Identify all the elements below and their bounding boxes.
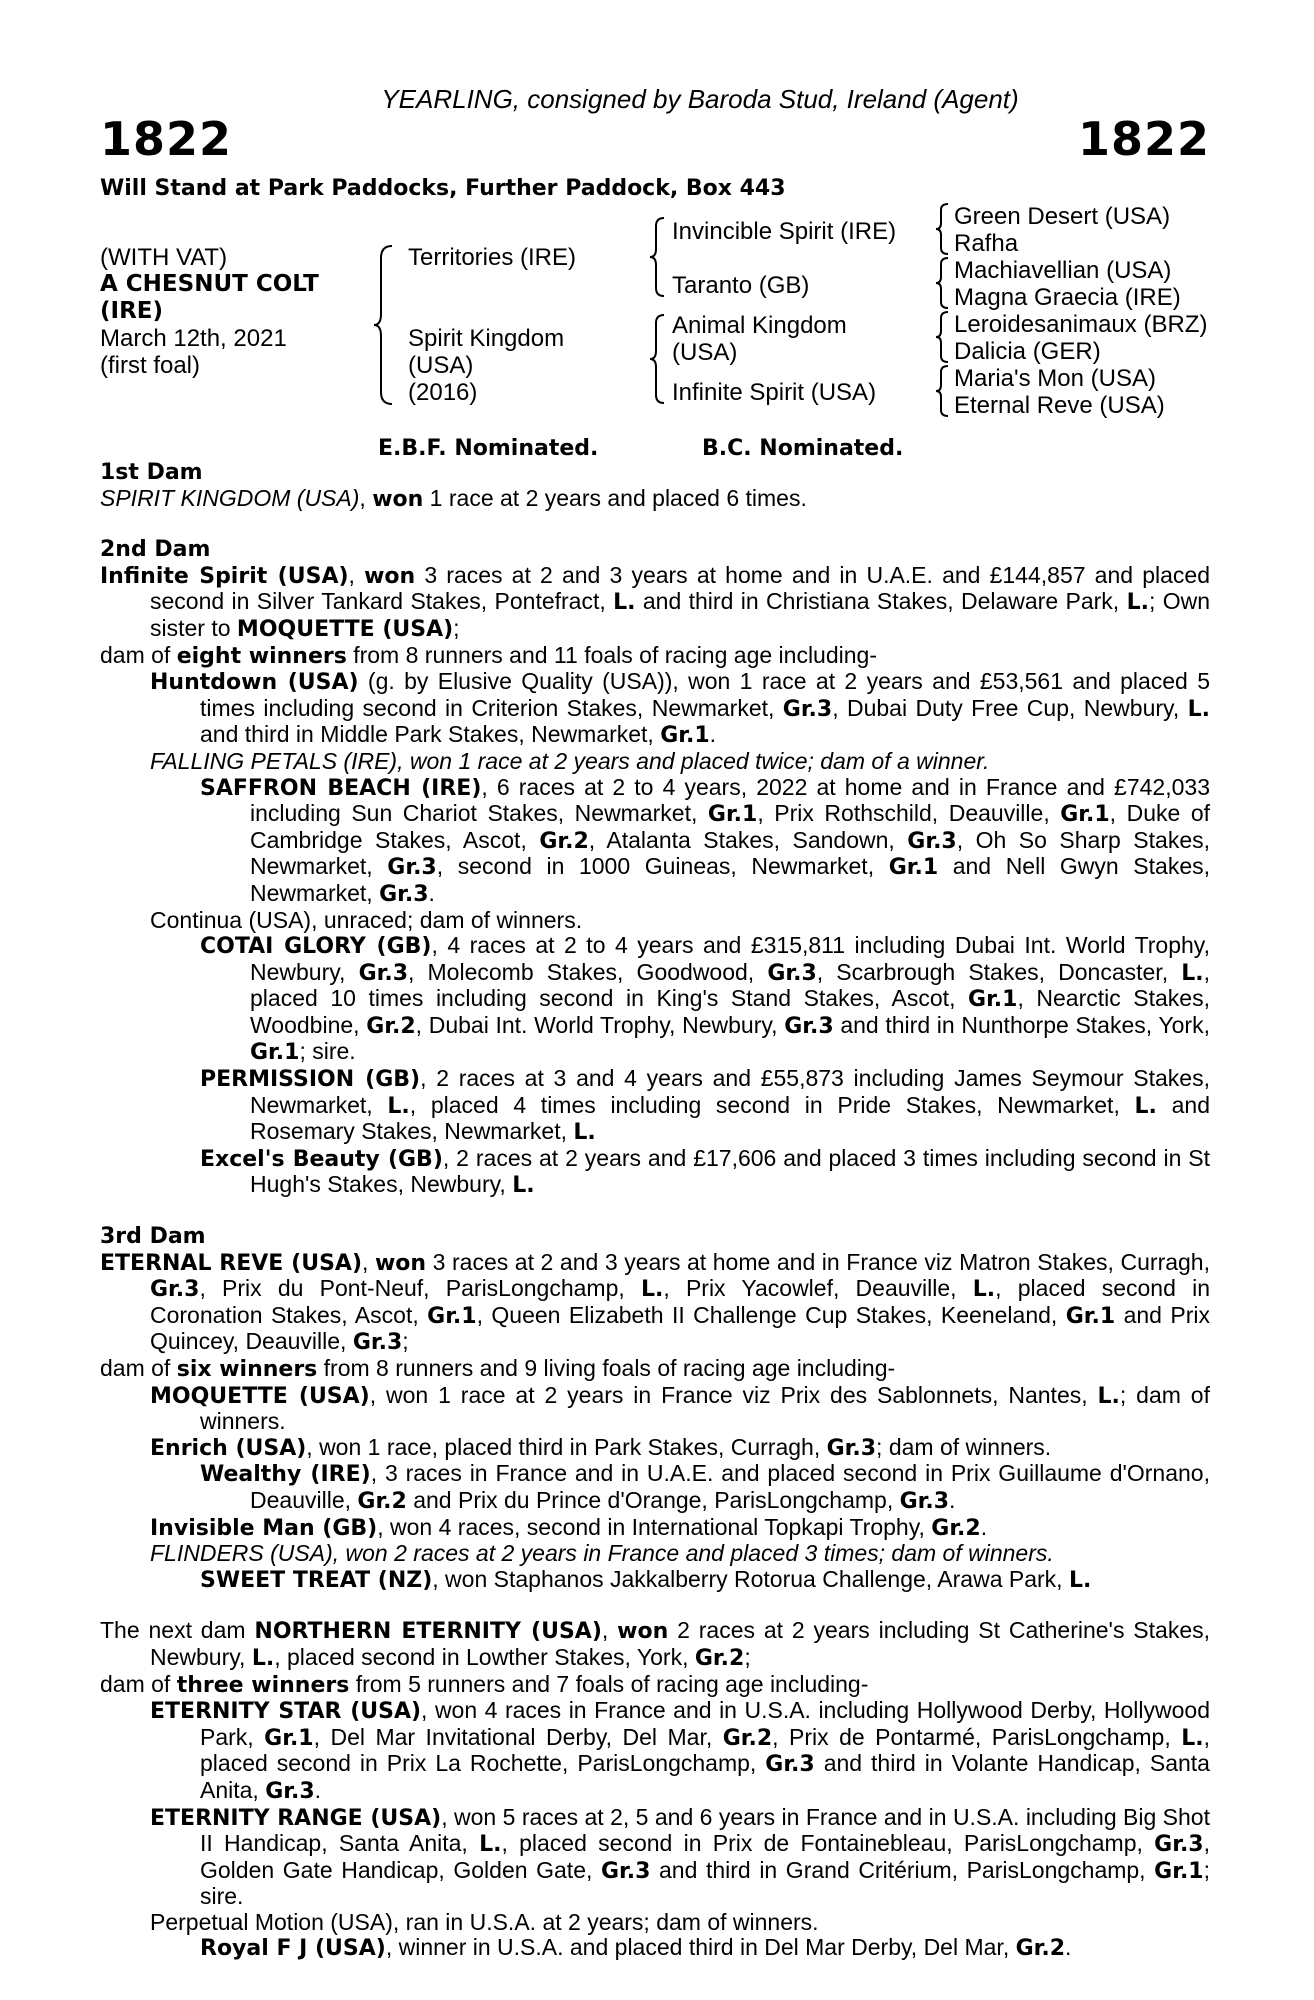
dam-sire-line1: Animal Kingdom — [672, 312, 847, 339]
produce-continua: Continua (USA), unraced; dam of winners. — [150, 906, 583, 933]
sire-dam-dam: Magna Graecia (IRE) — [954, 284, 1181, 311]
produce-falling-petals: FALLING PETALS (IRE), won 1 race at 2 years and placed twice; dam of a winner. — [150, 747, 990, 774]
third-dam-entry: ETERNAL REVE (USA), won 3 races at 2 and 3 years at home and in France viz Matron Stakes, Curragh, Gr.3, Prix du Pont-Neuf, ParisLongchamp, L., Prix Yacowlef, Deauville, L., placed second in Coronation Stakes, Ascot, Gr.1, Queen Elizabeth II Challenge Cup Stakes, Keeneland, Gr.1 and Prix Quincey, Deauville, Gr.3; — [100, 1248, 1210, 1356]
next-dam-produce-summary: dam of three winners from 5 runners and 7 foals of racing age including- — [100, 1670, 869, 1698]
dam-sire-sire: Leroidesanimaux (BRZ) — [954, 311, 1208, 338]
sire-dam-sire: Machiavellian (USA) — [954, 257, 1172, 284]
dam-sire-dam: Dalicia (GER) — [954, 338, 1101, 365]
sire-sire: Invincible Spirit (IRE) — [672, 218, 897, 245]
produce-excels-beauty: Excel's Beauty (GB), 2 races at 2 years and £17,606 and placed 3 times including second in St Hugh's Stakes, Newbury, L. — [200, 1144, 1210, 1199]
dam-dam-sire: Maria's Mon (USA) — [954, 365, 1156, 392]
vat-note: (WITH VAT) — [100, 244, 228, 271]
first-dam-entry: SPIRIT KINGDOM (USA), won 1 race at 2 years and placed 6 times. — [100, 484, 807, 512]
brace-gen3-4 — [934, 364, 950, 418]
produce-eternity-range: ETERNITY RANGE (USA), won 5 races at 2, 5 and 6 years in France and in U.S.A. including Big Shot II Handicap, Santa Anita, L., placed second in Prix de Fontainebleau, ParisLongchamp, Gr.3, Golden Gate Handicap, Golden Gate, Gr.3 and third in Grand Critérium, ParisLongchamp, Gr.1; sire. — [150, 1803, 1210, 1910]
sire-name: Territories (IRE) — [408, 244, 577, 271]
third-dam-heading: 3rd Dam — [100, 1224, 206, 1250]
dam-dam-dam: Eternal Reve (USA) — [954, 392, 1165, 419]
catalogue-body — [100, 460, 1210, 1962]
produce-permission: PERMISSION (GB), 2 races at 3 and 4 years and £55,873 including James Seymour Stakes, Newmarket, L., placed 4 times including second in Pride Stakes, Newmarket, L. and Rosemary Stakes, Newmarket, L. — [200, 1065, 1210, 1146]
produce-cotai-glory: COTAI GLORY (GB), 4 races at 2 to 4 years and £315,811 including Dubai Int. World Trophy, Newbury, Gr.3, Molecomb Stakes, Goodwood, Gr.3, Scarbrough Stakes, Doncaster, L., placed 10 times including second in King's Stand Stakes, Ascot, Gr.1, Nearctic Stakes, Woodbine, Gr.2, Dubai Int. World Trophy, Newbury, Gr.3 and third in Nunthorpe Stakes, York, Gr.1; sire. — [200, 932, 1210, 1066]
horse-name-line1: A CHESNUT COLT — [100, 271, 319, 297]
produce-eternity-star: ETERNITY STAR (USA), won 4 races in France and in U.S.A. including Hollywood Derby, Hollywood Park, Gr.1, Del Mar Invitational Derby, Del Mar, Gr.2, Prix de Pontarmé, ParisLongchamp, L., placed second in Prix La Rochette, ParisLongchamp, Gr.3 and third in Volante Handicap, Santa Anita, Gr.3. — [150, 1697, 1210, 1804]
first-dam-heading: 1st Dam — [100, 460, 203, 485]
bc-nomination: B.C. Nominated. — [702, 436, 904, 461]
pedigree-block — [100, 0, 1210, 440]
produce-moquette: MOQUETTE (USA), won 1 race at 2 years in France viz Prix des Sablonnets, Nantes, L.; dam of winners. — [150, 1381, 1210, 1435]
sire-sire-dam: Rafha — [954, 230, 1019, 257]
dam-name-line3: (2016) — [408, 379, 478, 406]
produce-wealthy: Wealthy (IRE), 3 races in France and in U.A.E. and placed second in Prix Guillaume d'Ornano, Deauville, Gr.2 and Prix du Prince d'Orange, ParisLongchamp, Gr.3. — [200, 1460, 1210, 1514]
first-foal-note: (first foal) — [100, 352, 201, 379]
consignment-line: YEARLING, consigned by Baroda Stud, Ireland (Agent) — [381, 84, 1019, 114]
sire-sire-sire: Green Desert (USA) — [954, 203, 1171, 230]
lot-number-right: 1822 — [1077, 112, 1210, 166]
first-dam-name: SPIRIT KINGDOM (USA) — [100, 484, 360, 511]
dam-dam: Infinite Spirit (USA) — [672, 379, 877, 406]
produce-perpetual-motion: Perpetual Motion (USA), ran in U.S.A. at 2 years; dam of winners. — [150, 1908, 819, 1935]
produce-sweet-treat: SWEET TREAT (NZ), won Staphanos Jakkalberry Rotorua Challenge, Arawa Park, L. — [200, 1565, 1092, 1593]
brace-gen2-sire — [648, 216, 666, 298]
third-dam-produce-summary: dam of six winners from 8 runners and 9 living foals of racing age including- — [100, 1355, 896, 1382]
produce-saffron-beach: SAFFRON BEACH (IRE), 6 races at 2 to 4 years, 2022 at home and in France and £742,033 including Sun Chariot Stakes, Newmarket, Gr.1, Prix Rothschild, Deauville, Gr.1, Duke of Cambridge Stakes, Ascot, Gr.2, Atalanta Stakes, Sandown, Gr.3, Oh So Sharp Stakes, Newmarket, Gr.3, second in 1000 Guineas, Newmarket, Gr.1 and Nell Gwyn Stakes, Newmarket, Gr.3. — [200, 773, 1211, 907]
brace-gen3-1 — [934, 202, 950, 256]
sire-dam: Taranto (GB) — [672, 272, 810, 299]
brace-gen3-2 — [934, 256, 950, 310]
second-dam-produce-summary: dam of eight winners from 8 runners and 11 foals of racing age including- — [100, 641, 877, 669]
ebf-nomination: E.B.F. Nominated. — [378, 436, 599, 461]
stand-location: Will Stand at Park Paddocks, Further Paddock, Box 443 — [100, 176, 786, 201]
next-dam-entry: The next dam NORTHERN ETERNITY (USA), won 2 races at 2 years including St Catherine's Stakes, Newbury, L., placed second in Lowther Stakes, York, Gr.2; — [100, 1617, 1211, 1671]
produce-invisible-man: Invisible Man (GB), won 4 races, second in International Topkapi Trophy, Gr.2. — [150, 1513, 988, 1541]
produce-enrich: Enrich (USA), won 1 race, placed third in Park Stakes, Curragh, Gr.3; dam of winners. — [150, 1433, 1052, 1461]
lot-number-left: 1822 — [100, 112, 233, 166]
second-dam-entry: Infinite Spirit (USA), won 3 races at 2 and 3 years at home and in U.A.E. and £144,857 and placed second in Silver Tankard Stakes, Pontefract, L. and third in Christiana Stakes, Delaware Park, L.; Own sister to MOQUETTE (USA); — [100, 561, 1211, 642]
produce-huntdown: Huntdown (USA) (g. by Elusive Quality (USA)), won 1 race at 2 years and £53,561 and placed 5 times including second in Criterion Stakes, Newmarket, Gr.3, Dubai Duty Free Cup, Newbury, L. and third in Middle Park Stakes, Newmarket, Gr.1. — [150, 668, 1210, 749]
second-dam-heading: 2nd Dam — [100, 537, 211, 563]
dam-name-line2: (USA) — [408, 352, 474, 379]
foaling-date: March 12th, 2021 — [100, 325, 287, 352]
dam-sire-line2: (USA) — [672, 339, 738, 366]
brace-gen3-3 — [934, 310, 950, 364]
horse-name-line2: (IRE) — [100, 298, 164, 324]
produce-royal-fj: Royal F J (USA), winner in U.S.A. and placed third in Del Mar Derby, Del Mar, Gr.2. — [200, 1934, 1072, 1962]
dam-name-line1: Spirit Kingdom — [408, 325, 565, 352]
brace-gen1 — [372, 244, 394, 406]
brace-gen2-dam — [648, 313, 666, 405]
produce-flinders: FLINDERS (USA), won 2 races at 2 years in France and placed 3 times; dam of winners. — [150, 1540, 1054, 1567]
